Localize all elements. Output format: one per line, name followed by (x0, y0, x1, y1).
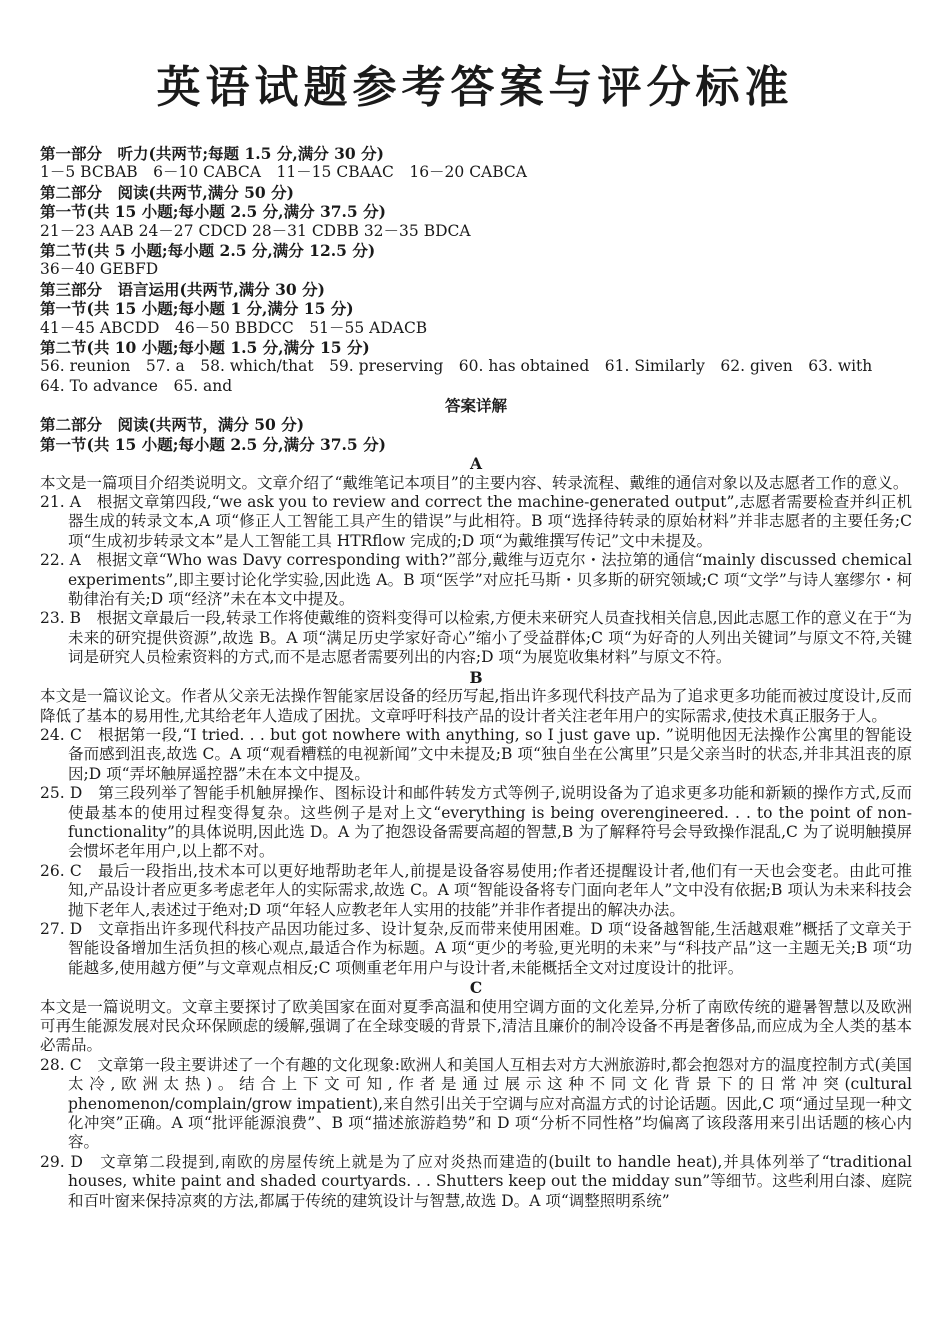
part2-heading: 第二部分 阅读(共两节,满分 50 分) (40, 182, 294, 202)
page-title: 英语试题参考答案与评分标准 (156, 62, 794, 113)
passage-b-label: B (469, 667, 483, 687)
explanation-q25: 25. D 第三段列举了智能手机触屏操作、图标设计和邮件转发方式等例子,说明设备为了追求更多功能和新颖的操作方式,反而使最基本的使用过程变得复杂。这些例子是对上文“everything is being overengineered. . . to the point of non-functionality”的具体说明,因此选 D。A 为了抱怨设备需要高超的智慧,B 为了解释符号会导致操作混乱,C 为了说明触摸屏会惯坏老年用户,以上都不对。 (40, 784, 912, 861)
part1-heading: 第一部分 听力(共两节;每题 1.5 分,满分 30 分) (40, 144, 384, 163)
part2-section2-answers: 36－40 GEBFD (40, 260, 159, 279)
explanation-heading: 答案详解 (444, 396, 507, 416)
explanation-part2-heading: 第二部分 阅读(共两节，满分 50 分) (40, 415, 305, 435)
explanation-q26: 26. C 最后一段指出,技术本可以更好地帮助老年人,前提是设备容易使用;作者还提醒设计者,他们有一天也会变老。由此可推知,产品设计者应更多考虑老年人的实际需求,故选 C。A 项“智能设备将专门面向老年人”文中没有依据;B 项认为未来科技会抛下老年人,表述过于绝对;D 项“年轻人应教老年人实用的技能”并非作者提出的解决办法。 (40, 861, 912, 919)
explanation-q28: 28. C 文章第一段主要讲述了一个有趣的文化现象:欧洲人和美国人互相去对方大洲旅游时,都会抱怨对方的温度控制方式(美国太冷,欧洲太热)。结合上下文可知,作者是通过展示这种不同文化背景下的日常冲突(cultural phenomenon/complain/grow impatient),来自然引出关于空调与应对高温方式的讨论话题。因此,C 项“通过呈现一种文化冲突”正确。A 项“批评能源浪费”、B 项“描述旅游趋势”和 D 项“分析不同性格”均偏离了该段落用来引出话题的核心内容。 (40, 1055, 912, 1152)
explanation-q21: 21. A 根据文章第四段,“we ask you to review and correct the machine-generated output”,志愿者需要检查并纠正机器生成的转录文本,A 项“修正人工智能工具产生的错误”与此相符。B 项“选择待转录的原始材料”并非志愿者的主要任务;C 项“生成初步转录文本”是人工智能工具 HTRflow 完成的;D 项“为戴维撰写传记”文中未提及。 (40, 493, 912, 550)
explanation-q24: 24. C 根据第一段,“I tried. . . but got nowhere with anything, so I just gave up. ”说明他因无法操作公寓里的智能设备而感到沮丧,故选 C。A 项“观看糟糕的电视新闻”文中未提及;B 项“独自坐在公寓里”只是父亲当时的状态,并非其沮丧的原因;D 项“弄坏触屏遥控器”未在本文中提及。 (40, 725, 912, 783)
passage-c-intro: 本文是一篇说明文。文章主要探讨了欧美国家在面对夏季高温和使用空调方面的文化差异,分析了南欧传统的避暑智慧以及欧洲可再生能源发展对民众环保顾虑的缓解,强调了在全球变暖的背景下,清洁且廉价的制冷设备不再是奢侈品,而应成为全人类的基本必需品。 (40, 997, 912, 1055)
explanation-section1-heading: 第一节(共 15 小题;每小题 2.5 分,满分 37.5 分) (40, 434, 386, 454)
document-body (40, 144, 912, 1211)
explanation-q22: 22. A 根据文章“Who was Davy corresponding with?”部分,戴维与迈克尔・法拉第的通信“mainly discussed chemical experiments”,即主要讨论化学实验,因此选 A。B 项“医学”对应托马斯・贝多斯的研究领域;C 项“文学”与诗人塞缪尔・柯勒律治有关;D 项“经济”未在本文中提及。 (40, 551, 912, 609)
part2-section1-heading: 第一节(共 15 小题;每小题 2.5 分,满分 37.5 分) (40, 202, 386, 222)
passage-b-intro: 本文是一篇议论文。作者从父亲无法操作智能家居设备的经历写起,指出许多现代科技产品为了追求更多功能而被过度设计,反而降低了基本的易用性,尤其给老年人造成了困扰。文章呼吁科技产品的设计者关注老年用户的实际需求,使技术真正服务于人。 (40, 687, 912, 725)
part2-section1-answers: 21－23 AAB 24－27 CDCD 28－31 CDBB 32－35 BDCA (40, 221, 471, 240)
part3-section1-heading: 第一节(共 15 小题;每小题 1 分,满分 15 分) (40, 299, 354, 319)
part3-section2-heading: 第二节(共 10 小题;每小题 1.5 分,满分 15 分) (40, 337, 370, 357)
explanation-q27: 27. D 文章指出许多现代科技产品因功能过多、设计复杂,反而带来使用困难。D 项“设备越智能,生活越艰难”概括了文章关于智能设备增加生活负担的核心观点,最适合作为标题。A 项“更少的考验,更光明的未来”与“科技产品”这一主题无关;B 项“功能越多,使用越方便”与文章观点相反;C 项侧重老年用户与设计者,未能概括全文对过度设计的批评。 (40, 919, 912, 977)
passage-a-intro: 本文是一篇项目介绍类说明文。文章介绍了“戴维笔记本项目”的主要内容、转录流程、戴维的通信对象以及志愿者工作的意义。 (40, 473, 909, 492)
explanation-q23: 23. B 根据文章最后一段,转录工作将使戴维的资料变得可以检索,方便未来研究人员查找相关信息,因此志愿工作的意义在于“为未来的研究提供资源”,故选 B。A 项“满足历史学家好奇心”缩小了受益群体;C 项“为好奇的人列出关键词”与原文不符,关键词是研究人员检索资料的方式,而不是志愿者需要列出的内容;D 项“为展览收集材料”与原文不符。 (40, 609, 912, 667)
part3-section2-answers-line1: 56. reunion 57. a 58. which/that 59. preserving 60. has obtained 61. Similarly 62. given 63. with (40, 357, 873, 376)
passage-a-label: A (469, 454, 483, 474)
passage-c-label: C (469, 978, 483, 998)
part3-section2-answers-line2: 64. To advance 65. and (40, 376, 233, 395)
part2-section2-heading: 第二节(共 5 小题;每小题 2.5 分,满分 12.5 分) (40, 240, 376, 260)
part3-heading: 第三部分 语言运用(共两节,满分 30 分) (40, 279, 325, 299)
part1-answers: 1－5 BCBAB 6－10 CABCA 11－15 CBAAC 16－20 CABCA (40, 163, 527, 182)
explanation-q29: 29. D 文章第二段提到,南欧的房屋传统上就是为了应对炎热而建造的(built to handle heat),并具体列举了“traditional houses, white paint and shaded courtyards. . . Shutters keep out the midday sun”等细节。这些利用白漆、庭院和百叶窗来保持凉爽的方法,都属于传统的建筑设计与智慧,故选 D。A 项“调整照明系统” (40, 1152, 912, 1210)
part3-section1-answers: 41－45 ABCDD 46－50 BBDCC 51－55 ADACB (40, 318, 428, 337)
